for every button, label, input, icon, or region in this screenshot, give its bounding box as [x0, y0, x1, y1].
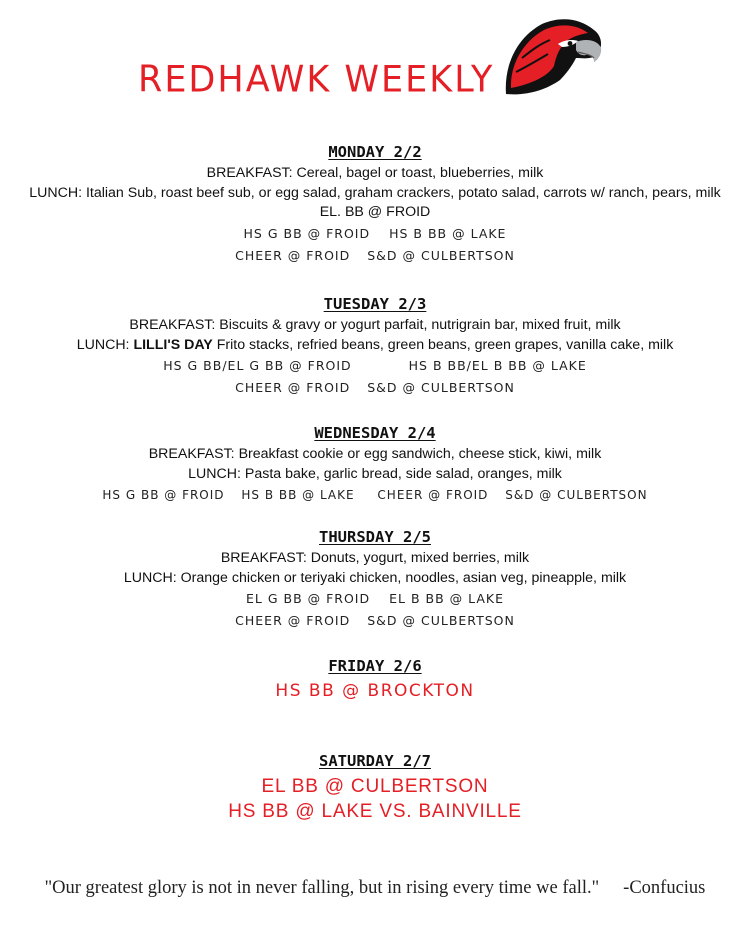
event-item: CHEER @ FROID [377, 488, 489, 502]
day-heading: FRIDAY 2/6 [328, 657, 422, 675]
event-line: HS BB @ BROCKTON [275, 681, 475, 701]
day-saturday [0, 750, 750, 824]
lunch-line: LUNCH: Italian Sub, roast beef sub, or egg salad, graham crackers, potato salad, carrots w/ ranch, pears, milk [29, 184, 721, 201]
events-line [0, 223, 750, 245]
breakfast-line: BREAKFAST: Biscuits & gravy or yogurt parfait, nutrigrain bar, mixed fruit, milk [129, 317, 621, 333]
lunch-special: LILLI'S DAY [133, 336, 213, 353]
event-item: CHEER @ FROID [235, 613, 351, 628]
lunch-line: LUNCH: Pasta bake, garlic bread, side salad, oranges, milk [188, 465, 562, 482]
breakfast-line: BREAKFAST: Donuts, yogurt, mixed berries, milk [220, 550, 530, 566]
event-item: S&D @ CULBERTSON [367, 247, 515, 263]
event-item: HS B BB @ LAKE [389, 225, 507, 241]
day-tuesday [0, 293, 750, 399]
day-heading: TUESDAY 2/3 [323, 295, 427, 313]
lunch-line: LUNCH: Orange chicken or teriyaki chicken, noodles, asian veg, pineapple, milk [123, 569, 627, 586]
day-heading: SATURDAY 2/7 [319, 752, 431, 770]
day-monday [0, 141, 750, 267]
event-item: S&D @ CULBERTSON [505, 488, 648, 502]
event-item: S&D @ CULBERTSON [367, 380, 515, 395]
event-item: HS G BB/EL G BB @ FROID [163, 358, 352, 373]
lunch-prefix: LUNCH: [76, 336, 134, 353]
day-thursday [0, 526, 750, 632]
header [0, 0, 750, 120]
quote [0, 878, 750, 899]
day-friday [0, 655, 750, 704]
event-item: HS B BB/EL B BB @ LAKE [408, 358, 587, 373]
day-heading: WEDNESDAY 2/4 [314, 424, 436, 442]
events-line [0, 355, 750, 377]
extra-line: EL. BB @ FROID [319, 204, 431, 220]
event-line: EL BB @ CULBERTSON [261, 776, 489, 797]
quote-author: -Confucius [623, 878, 706, 898]
newsletter-title: REDHAWK WEEKLY [138, 59, 495, 101]
events-line [0, 484, 750, 506]
quote-text: "Our greatest glory is not in never falling, but in rising every time we fall." [44, 878, 600, 898]
breakfast-line: BREAKFAST: Cereal, bagel or toast, blueberries, milk [206, 165, 544, 181]
event-item: S&D @ CULBERTSON [367, 613, 515, 628]
event-item: HS G BB @ FROID [243, 225, 371, 241]
events-line [0, 610, 750, 632]
day-wednesday [0, 422, 750, 506]
redhawk-head-icon [502, 14, 604, 98]
lunch-rest: Frito stacks, refried beans, green beans, green grapes, vanilla cake, milk [212, 336, 674, 353]
day-heading: MONDAY 2/2 [328, 143, 422, 161]
event-item: HS G BB @ FROID [102, 488, 225, 502]
lunch-line [0, 336, 750, 356]
event-item: EL B BB @ LAKE [389, 591, 504, 606]
event-item: EL G BB @ FROID [246, 591, 371, 606]
breakfast-line: BREAKFAST: Breakfast cookie or egg sandwich, cheese stick, kiwi, milk [148, 446, 602, 462]
event-line: HS BB @ LAKE VS. BAINVILLE [228, 801, 522, 822]
event-item: CHEER @ FROID [235, 247, 351, 263]
events-line [0, 245, 750, 267]
events-line [0, 588, 750, 610]
events-line [0, 377, 750, 399]
day-heading: THURSDAY 2/5 [319, 528, 431, 546]
event-item: HS B BB @ LAKE [241, 488, 355, 502]
event-item: CHEER @ FROID [235, 380, 351, 395]
